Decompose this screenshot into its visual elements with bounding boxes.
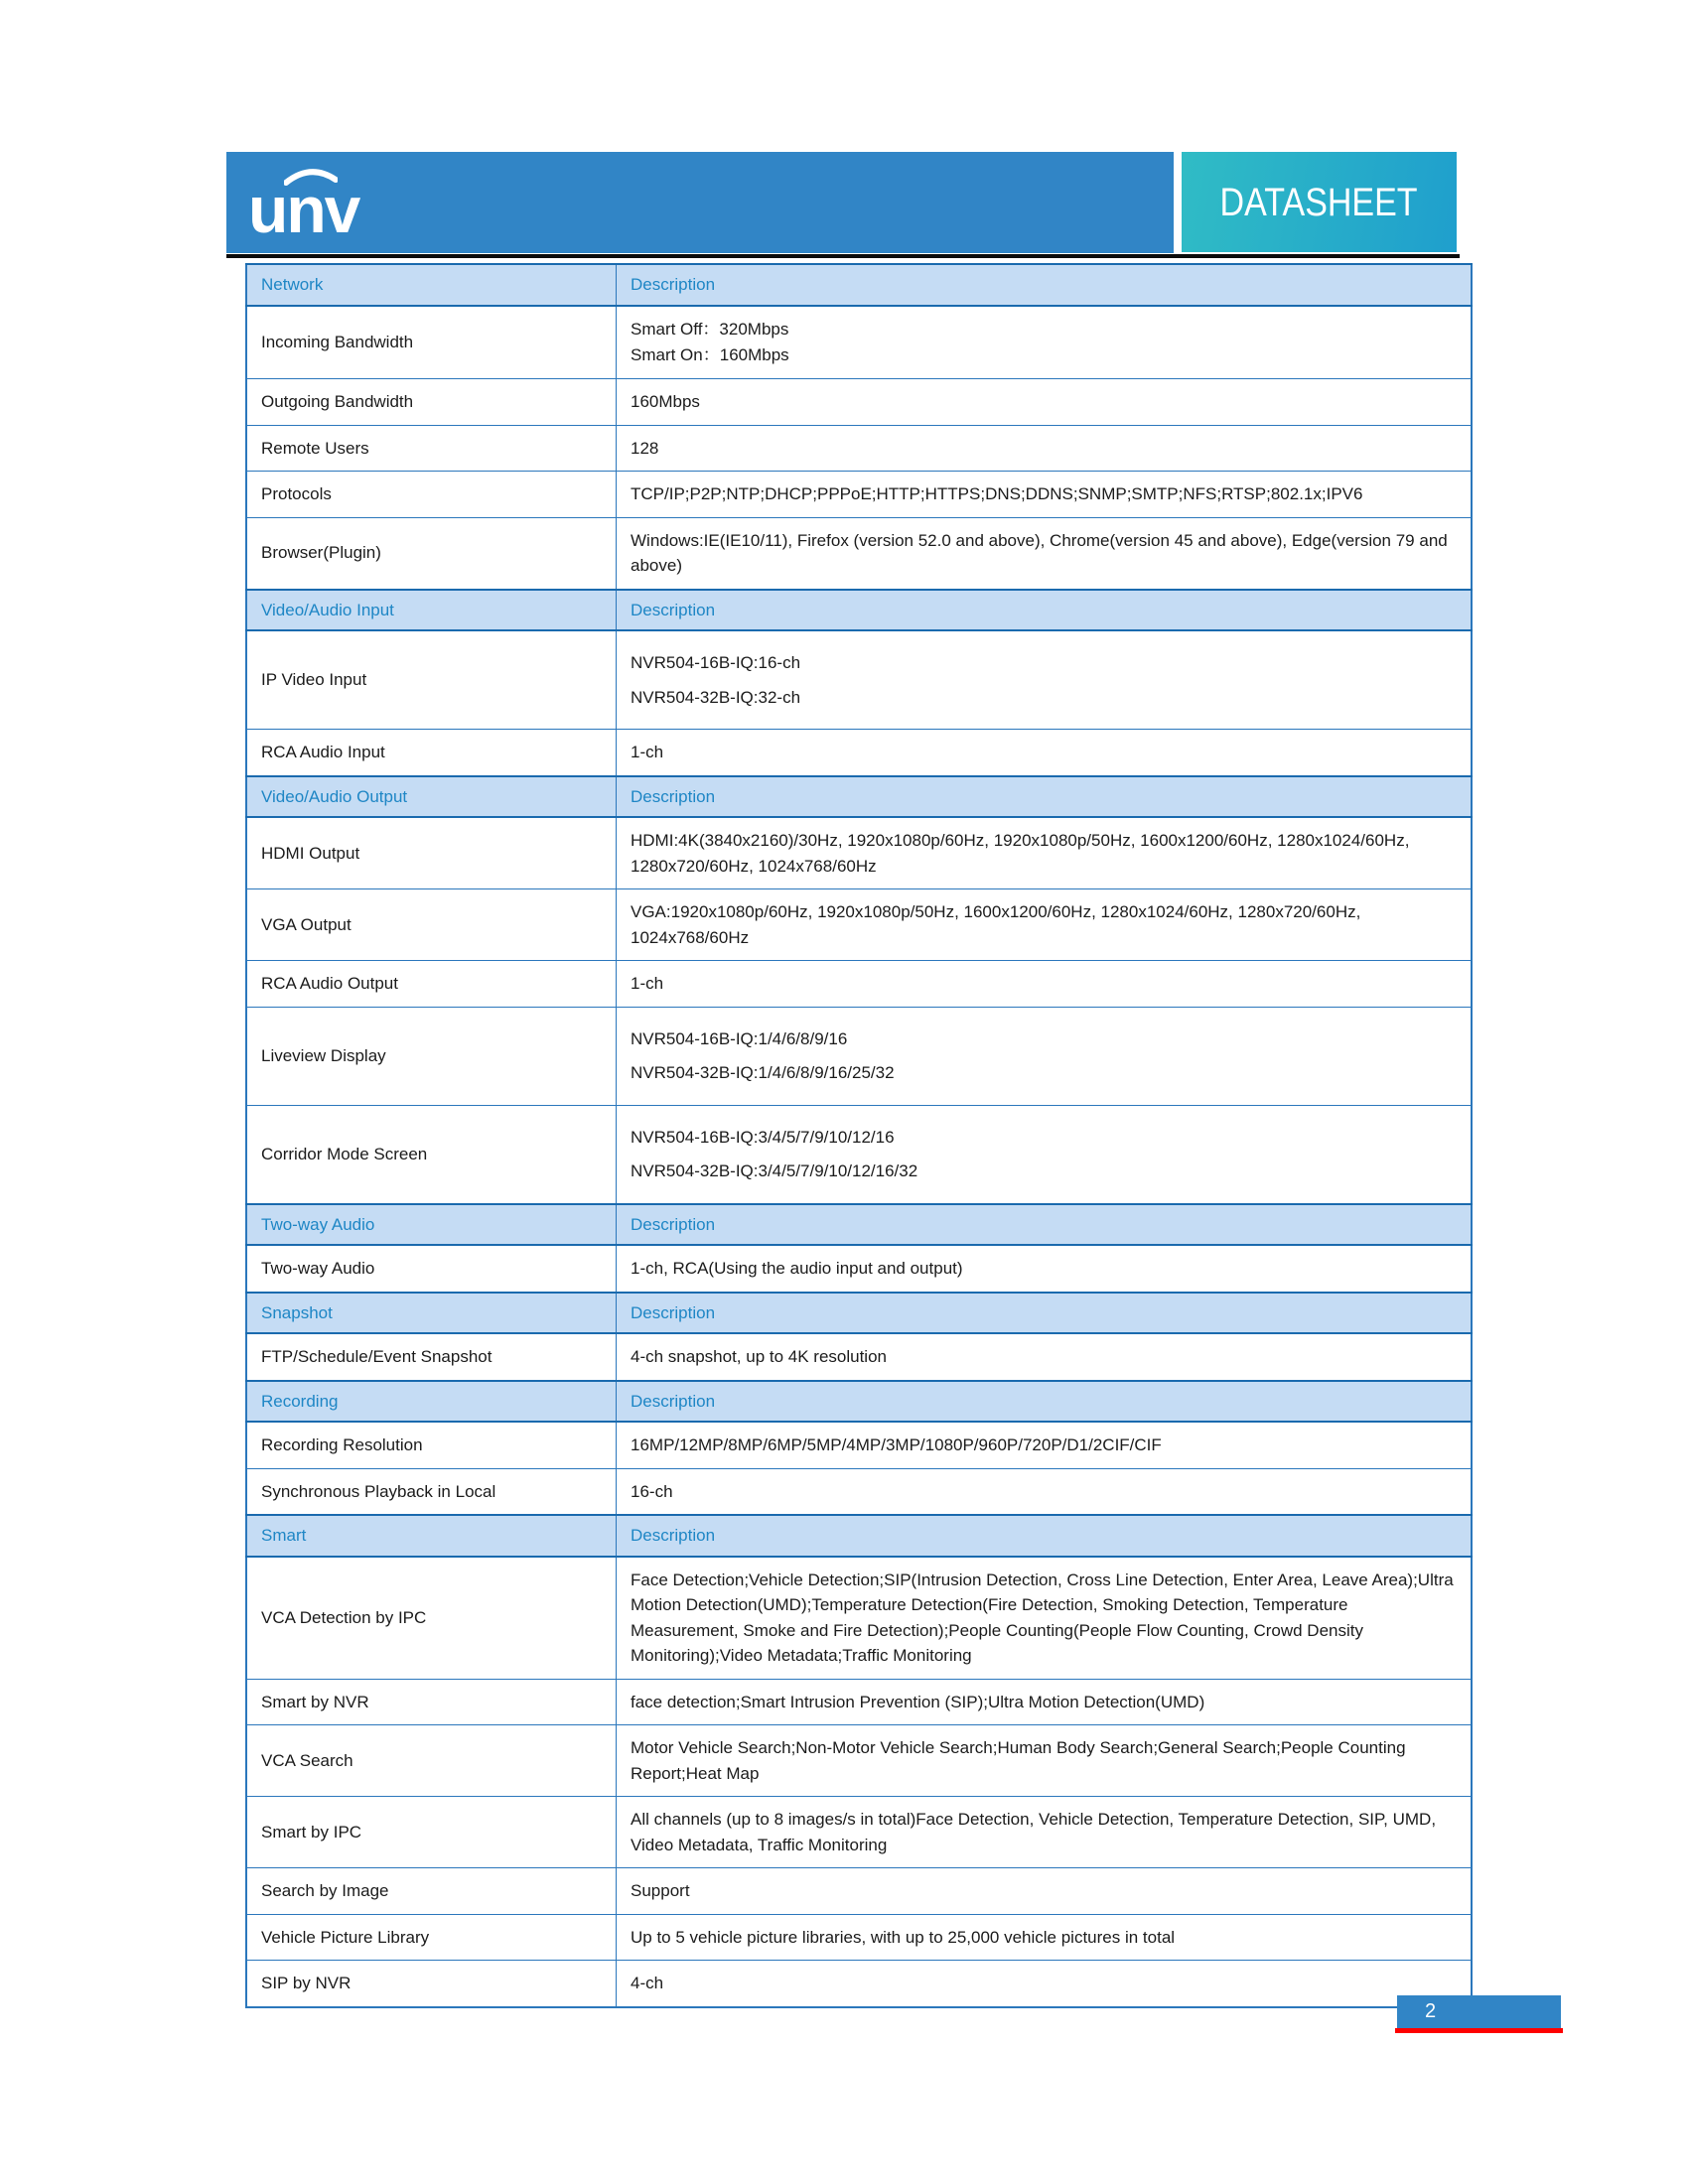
- spec-label: Vehicle Picture Library: [246, 1914, 617, 1961]
- section-description-title: [617, 1381, 1473, 1423]
- spec-row: [246, 817, 1472, 889]
- spec-value-line: 16-ch: [631, 1481, 673, 1501]
- spec-value: [617, 630, 1473, 730]
- spec-value-line: TCP/IP;P2P;NTP;DHCP;PPPoE;HTTP;HTTPS;DNS;DDNS;SNMP;SMTP;NFS;RTSP;802.1x;IPV6: [631, 484, 1363, 504]
- spec-value: [617, 379, 1473, 426]
- spec-row: [246, 889, 1472, 961]
- section-description-title: [617, 1293, 1473, 1334]
- unv-logo-text: unv: [248, 173, 359, 246]
- section-title: Snapshot: [246, 1293, 617, 1334]
- section-header-row: [246, 1293, 1472, 1334]
- spec-label: FTP/Schedule/Event Snapshot: [246, 1333, 617, 1381]
- section-title: Video/Audio Input: [246, 590, 617, 631]
- spec-row: [246, 1468, 1472, 1515]
- spec-value-line: 128: [631, 438, 659, 458]
- spec-row: [246, 1725, 1472, 1797]
- section-title: Smart: [246, 1515, 617, 1557]
- spec-value-line: 4-ch: [631, 1974, 664, 1993]
- spec-row: [246, 961, 1472, 1008]
- spec-value-line: Smart On：160Mbps: [631, 344, 789, 364]
- spec-row: [246, 1797, 1472, 1868]
- spec-label: Smart by IPC: [246, 1797, 617, 1868]
- spec-value: [617, 1105, 1473, 1204]
- spec-value-line: NVR504-16B-IQ:3/4/5/7/9/10/12/16: [631, 1127, 895, 1147]
- spec-value-line: NVR504-32B-IQ:3/4/5/7/9/10/12/16/32: [631, 1161, 918, 1181]
- spec-value-line: NVR504-32B-IQ:1/4/6/8/9/16/25/32: [631, 1063, 895, 1083]
- spec-value: [617, 1333, 1473, 1381]
- section-header-row: [246, 1204, 1472, 1246]
- page-number: 2: [1425, 2000, 1437, 2022]
- page-number-badge: [1397, 1995, 1561, 2028]
- spec-value-line: HDMI:4K(3840x2160)/30Hz, 1920x1080p/60Hz, 1920x1080p/50Hz, 1600x1200/60Hz, 1280x1024/60Hz, 1280x720/60Hz, 1024x768/60Hz: [631, 831, 1410, 876]
- spec-label: Synchronous Playback in Local: [246, 1468, 617, 1515]
- spec-row: [246, 730, 1472, 776]
- spec-value: [617, 1725, 1473, 1797]
- spec-value-line: 16MP/12MP/8MP/6MP/5MP/4MP/3MP/1080P/960P/720P/D1/2CIF/CIF: [631, 1435, 1162, 1455]
- spec-value: [617, 1914, 1473, 1961]
- spec-value: [617, 1679, 1473, 1725]
- spec-table-body: [246, 264, 1472, 2007]
- spec-label: Search by Image: [246, 1868, 617, 1915]
- spec-value-line: Smart Off：320Mbps: [631, 319, 789, 339]
- spec-row: [246, 379, 1472, 426]
- header-banner: [226, 152, 1174, 253]
- spec-label: Remote Users: [246, 425, 617, 472]
- section-description-title: [617, 590, 1473, 631]
- spec-row: [246, 472, 1472, 518]
- spec-value-line: Face Detection;Vehicle Detection;SIP(Intrusion Detection, Cross Line Detection, Enter Area, Leave Area);Ultra Motion Detection(UMD);Temperature Detection(Fire Detection, Smoking Detection, Temperature Measurement, Smoke and Fire Detection);People Counting(People Flow Counting, Crowd Density Monitoring);Video Metadata;Traffic Monitoring: [631, 1570, 1454, 1666]
- section-header-row: [246, 1381, 1472, 1423]
- section-header-row: [246, 1515, 1472, 1557]
- spec-value-line: Description: [631, 1214, 716, 1234]
- spec-value-line: 160Mbps: [631, 392, 700, 412]
- spec-value: [617, 425, 1473, 472]
- spec-label: RCA Audio Input: [246, 730, 617, 776]
- spec-row: [246, 425, 1472, 472]
- spec-row: [246, 1105, 1472, 1204]
- header-divider-line: [226, 254, 1460, 258]
- spec-value-line: Description: [631, 275, 716, 294]
- spec-label: VGA Output: [246, 889, 617, 961]
- spec-value-line: VGA:1920x1080p/60Hz, 1920x1080p/50Hz, 1600x1200/60Hz, 1280x1024/60Hz, 1280x720/60Hz, 1024x768/60Hz: [631, 902, 1361, 947]
- spec-value: [617, 1797, 1473, 1868]
- spec-label: HDMI Output: [246, 817, 617, 889]
- spec-value-line: 1-ch, RCA(Using the audio input and output): [631, 1259, 963, 1279]
- spec-value-line: NVR504-32B-IQ:32-ch: [631, 687, 801, 707]
- spec-value: [617, 961, 1473, 1008]
- spec-value-line: 4-ch snapshot, up to 4K resolution: [631, 1347, 887, 1367]
- spec-label: Smart by NVR: [246, 1679, 617, 1725]
- spec-row: [246, 1868, 1472, 1915]
- spec-value-line: NVR504-16B-IQ:1/4/6/8/9/16: [631, 1028, 848, 1048]
- spec-value: [617, 817, 1473, 889]
- spec-label: VCA Detection by IPC: [246, 1557, 617, 1680]
- spec-row: [246, 1679, 1472, 1725]
- spec-value-line: Windows:IE(IE10/11), Firefox (version 52.0 and above), Chrome(version 45 and above), Edge(version 79 and above): [631, 530, 1448, 576]
- section-description-title: [617, 264, 1473, 306]
- spec-value-line: Description: [631, 786, 716, 806]
- spec-row: [246, 1007, 1472, 1105]
- spec-label: Two-way Audio: [246, 1245, 617, 1293]
- spec-value-line: 1-ch: [631, 974, 664, 994]
- spec-label: Outgoing Bandwidth: [246, 379, 617, 426]
- spec-value: [617, 1557, 1473, 1680]
- spec-row: [246, 517, 1472, 590]
- section-title: Recording: [246, 1381, 617, 1423]
- spec-label: RCA Audio Output: [246, 961, 617, 1008]
- footer-red-line: [1395, 2028, 1563, 2033]
- spec-value-line: Motor Vehicle Search;Non-Motor Vehicle Search;Human Body Search;General Search;People Counting Report;Heat Map: [631, 1738, 1406, 1783]
- spec-value: [617, 517, 1473, 590]
- section-description-title: [617, 1515, 1473, 1557]
- spec-value-line: All channels (up to 8 images/s in total)Face Detection, Vehicle Detection, Temperature Detection, SIP, UMD, Video Metadata, Traffic Monitoring: [631, 1810, 1437, 1854]
- spec-value-line: Description: [631, 600, 716, 619]
- section-header-row: [246, 264, 1472, 306]
- spec-value: [617, 1007, 1473, 1105]
- spec-row: [246, 1245, 1472, 1293]
- spec-value: [617, 472, 1473, 518]
- spec-value-line: Description: [631, 1302, 716, 1322]
- spec-label: Recording Resolution: [246, 1422, 617, 1468]
- spec-label: VCA Search: [246, 1725, 617, 1797]
- spec-table: [245, 263, 1473, 2008]
- spec-value-line: NVR504-16B-IQ:16-ch: [631, 653, 801, 673]
- spec-value: [617, 730, 1473, 776]
- spec-value-line: Support: [631, 1881, 690, 1901]
- spec-label: Corridor Mode Screen: [246, 1105, 617, 1204]
- spec-label: Liveview Display: [246, 1007, 617, 1105]
- spec-label: IP Video Input: [246, 630, 617, 730]
- section-title: Video/Audio Output: [246, 776, 617, 818]
- spec-row: [246, 1961, 1472, 2007]
- section-description-title: [617, 776, 1473, 818]
- spec-label: SIP by NVR: [246, 1961, 617, 2007]
- spec-label: Browser(Plugin): [246, 517, 617, 590]
- spec-value-line: face detection;Smart Intrusion Prevention (SIP);Ultra Motion Detection(UMD): [631, 1692, 1205, 1711]
- spec-value-line: 1-ch: [631, 743, 664, 762]
- unv-logo-arc-icon: [284, 167, 338, 186]
- spec-value: [617, 1868, 1473, 1915]
- spec-value: [617, 889, 1473, 961]
- spec-row: [246, 306, 1472, 379]
- spec-label: Protocols: [246, 472, 617, 518]
- spec-value-line: Up to 5 vehicle picture libraries, with up to 25,000 vehicle pictures in total: [631, 1927, 1176, 1947]
- spec-value: [617, 1245, 1473, 1293]
- section-description-title: [617, 1204, 1473, 1246]
- spec-value-line: Description: [631, 1526, 716, 1546]
- section-title: Two-way Audio: [246, 1204, 617, 1246]
- datasheet-banner-label: DATASHEET: [1219, 180, 1418, 224]
- spec-value: [617, 1961, 1473, 2007]
- spec-row: [246, 1333, 1472, 1381]
- spec-value-line: Description: [631, 1391, 716, 1411]
- spec-row: [246, 630, 1472, 730]
- spec-row: [246, 1422, 1472, 1468]
- spec-value: [617, 1422, 1473, 1468]
- datasheet-banner: [1182, 152, 1457, 252]
- section-header-row: [246, 590, 1472, 631]
- spec-row: [246, 1914, 1472, 1961]
- spec-label: Incoming Bandwidth: [246, 306, 617, 379]
- section-header-row: [246, 776, 1472, 818]
- section-title: Network: [246, 264, 617, 306]
- spec-value: [617, 1468, 1473, 1515]
- spec-row: [246, 1557, 1472, 1680]
- spec-value: [617, 306, 1473, 379]
